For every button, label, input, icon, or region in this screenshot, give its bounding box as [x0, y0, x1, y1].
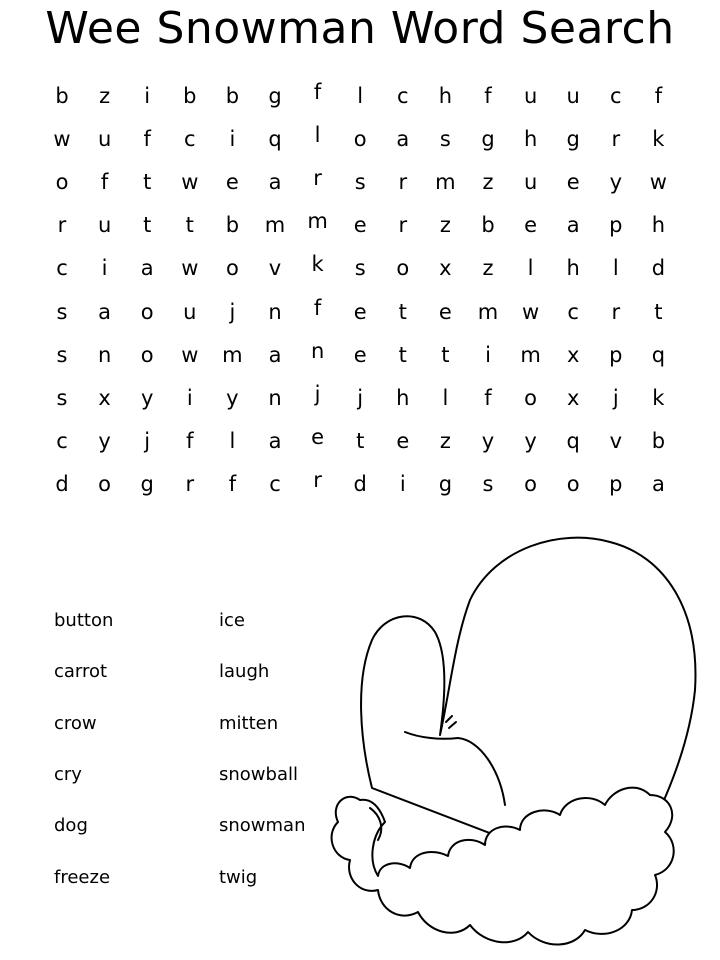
- word-list-item: twig: [219, 866, 258, 888]
- grid-letter: t: [398, 342, 407, 367]
- grid-letter: s: [354, 170, 366, 195]
- grid-letter: e: [311, 424, 325, 449]
- word-list-item: crow: [54, 712, 97, 734]
- grid-letter: i: [485, 342, 491, 367]
- grid-letter: g: [481, 127, 495, 152]
- word-list-item: button: [54, 610, 114, 631]
- grid-letter: z: [99, 84, 111, 108]
- grid-letter: m: [520, 342, 541, 367]
- grid-letter: u: [183, 299, 197, 324]
- word-list-item: carrot: [54, 661, 108, 683]
- grid-letter: o: [524, 471, 538, 496]
- grid-letter: r: [611, 299, 621, 324]
- word-list-item: mitten: [219, 712, 279, 734]
- grid-letter: o: [55, 170, 69, 195]
- grid-letter: p: [609, 471, 623, 496]
- grid-letter: z: [439, 213, 451, 238]
- grid-letter: z: [482, 170, 494, 195]
- grid-letter: s: [354, 256, 366, 281]
- grid-letter: n: [268, 299, 282, 324]
- grid-letter: l: [612, 256, 619, 281]
- grid-letter: z: [439, 428, 451, 453]
- grid-letter: s: [56, 299, 68, 324]
- grid-letter: e: [353, 213, 367, 238]
- grid-letter: u: [566, 84, 580, 108]
- grid-letter: n: [97, 342, 112, 367]
- word-list-item: ice: [219, 610, 245, 631]
- grid-letter: b: [55, 84, 69, 108]
- grid-letter: u: [523, 84, 538, 108]
- grid-letter: s: [482, 471, 494, 496]
- grid-letter: j: [612, 385, 619, 410]
- grid-letter: e: [396, 428, 410, 453]
- grid-letter: g: [268, 84, 282, 108]
- grid-letter: u: [97, 127, 112, 152]
- grid-letter: c: [610, 84, 622, 108]
- grid-letter: a: [268, 342, 282, 367]
- grid-letter: i: [186, 385, 193, 410]
- grid-letter: y: [481, 428, 495, 453]
- grid-letter: f: [143, 127, 151, 152]
- grid-letter: j: [144, 428, 151, 453]
- grid-letter: i: [229, 127, 236, 152]
- grid-letter: r: [398, 213, 408, 238]
- word-list-item: snowball: [219, 763, 298, 785]
- grid-letter: c: [56, 428, 68, 453]
- grid-letter: a: [651, 471, 665, 496]
- grid-letter: b: [651, 428, 666, 453]
- grid-letter: e: [225, 170, 239, 195]
- grid-letter: o: [140, 342, 154, 367]
- grid-letter: j: [314, 381, 321, 406]
- grid-letter: f: [313, 80, 322, 104]
- grid-letter: f: [100, 170, 109, 195]
- grid-letter: l: [357, 84, 364, 108]
- grid-letter: w: [181, 170, 199, 195]
- grid-letter: c: [184, 127, 196, 152]
- grid-letter: f: [484, 84, 492, 108]
- grid-letter: u: [97, 213, 112, 238]
- grid-letter: s: [439, 127, 451, 152]
- grid-letter: f: [313, 295, 322, 320]
- grid-letter: v: [609, 428, 623, 453]
- grid-letter: e: [524, 213, 538, 238]
- grid-letter: t: [143, 170, 152, 195]
- grid-letter: l: [229, 428, 236, 453]
- grid-letter: e: [438, 299, 452, 324]
- grid-letter: j: [357, 385, 364, 410]
- grid-letter: m: [264, 213, 286, 238]
- grid-letter: w: [181, 256, 199, 281]
- grid-letter: a: [566, 213, 580, 238]
- grid-letter: h: [651, 213, 666, 238]
- grid-letter: y: [226, 385, 239, 410]
- grid-letter: r: [611, 127, 621, 152]
- grid-letter: b: [225, 84, 240, 108]
- grid-letter: h: [566, 256, 580, 281]
- grid-letter: s: [56, 342, 68, 367]
- grid-letter: q: [651, 342, 666, 367]
- grid-letter: v: [268, 256, 282, 281]
- grid-letter: e: [566, 170, 580, 195]
- grid-letter: a: [140, 256, 154, 281]
- grid-letter: o: [396, 256, 410, 281]
- grid-letter: o: [140, 299, 154, 324]
- grid-letter: e: [353, 299, 367, 324]
- grid-letter: c: [56, 256, 68, 281]
- grid-letter: g: [566, 127, 580, 152]
- grid-letter: j: [229, 299, 236, 324]
- grid-letter: m: [477, 299, 499, 324]
- grid-letter: z: [482, 256, 494, 281]
- grid-letter: x: [439, 256, 452, 281]
- grid-letter: f: [228, 471, 237, 496]
- grid-letter: b: [183, 84, 197, 108]
- grid-letter: l: [527, 256, 534, 281]
- grid-letter: w: [181, 342, 199, 367]
- grid-letter: i: [399, 471, 406, 496]
- grid-letter: o: [225, 256, 239, 281]
- grid-letter: m: [435, 170, 456, 195]
- grid-letter: y: [98, 428, 111, 453]
- grid-letter: p: [609, 213, 623, 238]
- grid-letter: w: [522, 299, 540, 324]
- grid-letter: g: [140, 471, 154, 496]
- grid-letter: b: [481, 213, 495, 238]
- grid-letter: l: [442, 385, 449, 410]
- grid-letter: u: [523, 170, 538, 195]
- grid-letter: s: [56, 385, 68, 410]
- word-list-item: snowman: [219, 815, 306, 837]
- grid-letter: b: [225, 213, 240, 238]
- grid-letter: h: [396, 385, 410, 410]
- mitten-icon: [330, 528, 720, 960]
- grid-letter: x: [98, 385, 111, 410]
- grid-letter: r: [313, 166, 322, 191]
- grid-letter: f: [186, 428, 194, 453]
- grid-letter: m: [222, 342, 243, 367]
- grid-letter: m: [307, 209, 328, 234]
- grid-letter: w: [53, 127, 71, 152]
- grid-letter: e: [353, 342, 367, 367]
- grid-letter: t: [185, 213, 194, 238]
- grid-letter: q: [566, 428, 580, 453]
- grid-letter: r: [313, 467, 322, 492]
- grid-letter: r: [398, 170, 408, 195]
- grid-letter: f: [654, 84, 663, 108]
- grid-letter: r: [57, 213, 67, 238]
- word-list-item: dog: [54, 815, 88, 837]
- grid-letter: t: [356, 428, 365, 453]
- grid-letter: d: [353, 471, 367, 496]
- grid-letter: t: [398, 299, 407, 324]
- grid-letter: a: [396, 127, 410, 152]
- grid-letter: p: [609, 342, 623, 367]
- page-title: Wee Snowman Word Search: [45, 3, 675, 54]
- grid-letter: o: [524, 385, 538, 410]
- grid-letter: q: [268, 127, 282, 152]
- grid-letter: k: [652, 385, 665, 410]
- grid-letter: t: [654, 299, 663, 324]
- grid-letter: r: [185, 471, 195, 496]
- grid-letter: g: [438, 471, 453, 496]
- grid-letter: d: [55, 471, 69, 496]
- word-list-item: laugh: [219, 661, 270, 683]
- grid-letter: h: [438, 84, 453, 108]
- grid-letter: y: [609, 170, 623, 195]
- grid-letter: t: [441, 342, 450, 367]
- grid-letter: f: [484, 385, 492, 410]
- grid-letter: n: [268, 385, 282, 410]
- grid-letter: x: [566, 342, 580, 367]
- grid-letter: a: [268, 428, 282, 453]
- word-list-item: cry: [54, 763, 82, 785]
- grid-letter: i: [101, 256, 108, 281]
- grid-letter: a: [98, 299, 112, 324]
- grid-letter: o: [353, 127, 367, 152]
- word-list-item: freeze: [54, 866, 111, 888]
- grid-letter: c: [567, 299, 579, 324]
- grid-letter: y: [140, 385, 154, 410]
- grid-letter: y: [524, 428, 537, 453]
- grid-letter: k: [311, 252, 324, 277]
- grid-letter: c: [397, 84, 409, 108]
- grid-letter: k: [652, 127, 665, 152]
- grid-letter: w: [649, 170, 667, 195]
- grid-letter: a: [268, 170, 282, 195]
- grid-letter: o: [98, 471, 112, 496]
- grid-letter: h: [523, 127, 538, 152]
- grid-letter: c: [269, 471, 281, 496]
- grid-letter: d: [651, 256, 666, 281]
- grid-letter: o: [566, 471, 580, 496]
- grid-letter: i: [144, 84, 151, 108]
- grid-letter: l: [314, 123, 321, 148]
- grid-letter: x: [566, 385, 580, 410]
- grid-letter: t: [143, 213, 152, 238]
- grid-letter: n: [310, 338, 325, 363]
